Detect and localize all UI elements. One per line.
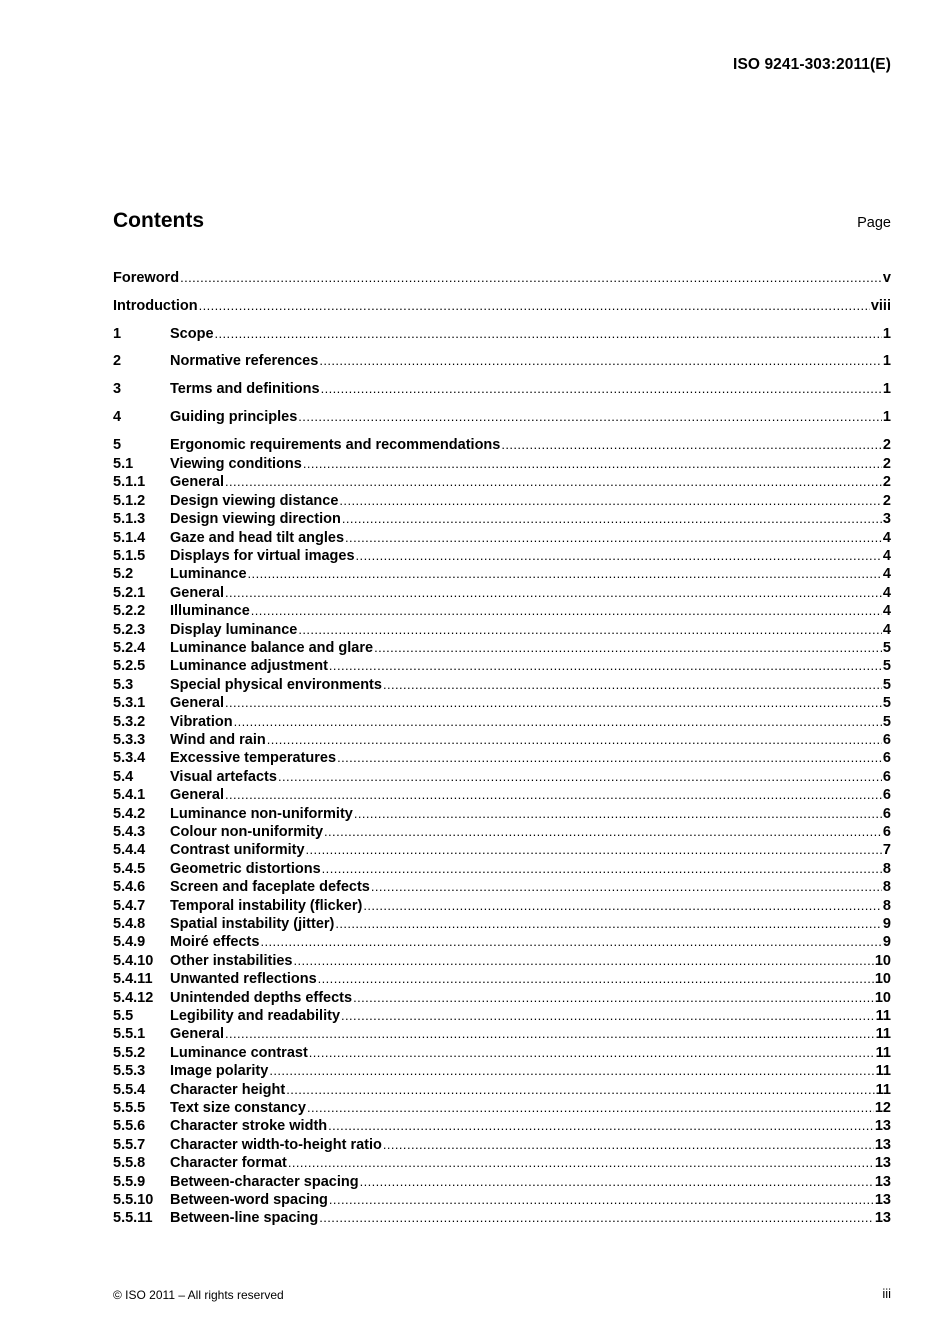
toc-entry[interactable] [113, 915, 891, 933]
toc-entry[interactable] [113, 952, 891, 970]
toc-entry-number: 5.5.6 [113, 1118, 146, 1135]
toc-dot-leader [225, 694, 882, 712]
toc-entry-page: 8 [882, 879, 891, 896]
toc-dot-leader [248, 565, 882, 583]
toc-dot-leader [501, 436, 882, 454]
toc-entry[interactable] [113, 492, 891, 510]
toc-entry-number: 5.4.1 [113, 787, 146, 804]
page-number: iii [882, 1286, 891, 1301]
toc-entry-page: 13 [874, 1192, 891, 1208]
toc-entry-title: Luminance balance and glare [170, 640, 374, 656]
toc-dot-leader [329, 1191, 874, 1209]
toc-entry-page: 11 [875, 1081, 891, 1098]
toc-entry-number: 5.2.5 [113, 658, 146, 675]
toc-entry-title: General [170, 474, 224, 491]
toc-entry-number: 5.5.10 [113, 1192, 154, 1208]
toc-entry[interactable] [113, 1081, 891, 1099]
toc-dot-leader [180, 269, 882, 287]
toc-entry-number: 5.5.11 [113, 1210, 153, 1227]
toc-entry-number: 5.5.3 [113, 1063, 146, 1080]
toc-entry-number: 1 [113, 326, 122, 342]
toc-entry-number: 5.4.7 [113, 897, 146, 914]
toc-entry-number: 5.1.4 [113, 529, 146, 546]
toc-entry-title: Vibration [170, 713, 233, 730]
toc-dot-leader [335, 915, 882, 933]
toc-entry-page: 6 [882, 824, 891, 840]
toc-entry[interactable] [113, 1209, 891, 1227]
toc-entry-title: Between-line spacing [170, 1210, 319, 1227]
toc-entry-title: Character width-to-height ratio [170, 1136, 382, 1153]
toc-dot-leader [319, 352, 882, 370]
toc-dot-leader [225, 473, 882, 491]
toc-dot-leader [298, 621, 882, 639]
toc-entry-page: 3 [882, 511, 891, 528]
toc-entry[interactable] [113, 1191, 891, 1209]
toc-entry[interactable] [113, 676, 891, 694]
toc-dot-leader [288, 1154, 874, 1172]
toc-entry-number: 5.2.4 [113, 640, 146, 656]
toc-dot-leader [278, 768, 882, 786]
toc-entry-number: 5.5.2 [113, 1044, 146, 1061]
toc-dot-leader [260, 933, 881, 951]
toc-entry-number: 5.3.4 [113, 750, 146, 767]
toc-entry-page: 5 [882, 658, 891, 675]
toc-dot-leader [371, 878, 882, 896]
toc-entry-title: Special physical environments [170, 676, 382, 693]
toc-entry-title: Ergonomic requirements and recommendations [170, 437, 501, 453]
toc-entry[interactable] [113, 584, 891, 602]
toc-entry-title: Colour non-uniformity [170, 824, 324, 840]
toc-entry-number: 5.1.3 [113, 511, 146, 528]
toc-entry-title: Temporal instability (flicker) [170, 897, 363, 914]
toc-entry-page: 13 [874, 1136, 891, 1153]
toc-entry-number: 5.5 [113, 1008, 134, 1024]
toc-entry[interactable] [113, 621, 891, 639]
toc-entry-title: Legibility and readability [170, 1008, 341, 1024]
copyright-notice: © ISO 2011 – All rights reserved [113, 1288, 284, 1302]
toc-entry[interactable] [113, 1154, 891, 1172]
toc-entry-title: Luminance non-uniformity [170, 805, 353, 822]
toc-entry[interactable] [113, 970, 891, 988]
toc-dot-leader [322, 860, 882, 878]
toc-entry-title: Displays for virtual images [170, 548, 355, 564]
toc-entry[interactable] [113, 657, 891, 675]
toc-entry-page: 7 [882, 842, 891, 859]
toc-entry-title: Spatial instability (jitter) [170, 916, 335, 932]
toc-dot-leader [321, 380, 882, 398]
toc-entry[interactable] [113, 455, 891, 473]
toc-entry[interactable] [113, 1007, 891, 1025]
toc-entry-page: 2 [882, 492, 891, 509]
toc-dot-leader [225, 786, 882, 804]
toc-dot-leader [306, 841, 882, 859]
toc-entry-number: 5.1.2 [113, 492, 146, 509]
toc-entry-page: 4 [882, 584, 891, 601]
toc-entry-title: Moiré effects [170, 934, 260, 951]
toc-entry-number: 5.3 [113, 676, 134, 693]
toc-entry-page: 5 [882, 676, 891, 693]
toc-entry[interactable] [113, 269, 891, 287]
toc-entry[interactable] [113, 878, 891, 896]
toc-entry-title: Between-character spacing [170, 1173, 359, 1190]
toc-entry-page: 4 [882, 621, 891, 638]
toc-entry-page: 11 [875, 1044, 891, 1061]
toc-entry-number: 2 [113, 353, 122, 369]
toc-entry-title: Luminance [170, 566, 247, 583]
toc-entry-page: 6 [882, 750, 891, 767]
toc-dot-leader [293, 952, 873, 970]
toc-entry-title: Contrast uniformity [170, 842, 305, 859]
toc-entry-number: 5.2.3 [113, 621, 146, 638]
toc-entry-page: 5 [882, 713, 891, 730]
toc-entry[interactable] [113, 989, 891, 1007]
toc-dot-leader [374, 639, 882, 657]
toc-entry-number: 5.4.2 [113, 805, 146, 822]
toc-entry[interactable] [113, 805, 891, 823]
toc-dot-leader [318, 970, 874, 988]
toc-entry-page: 1 [882, 326, 891, 342]
toc-dot-leader [225, 584, 882, 602]
toc-entry-title: Character height [170, 1081, 286, 1098]
toc-entry-number: 3 [113, 381, 122, 397]
toc-dot-leader [383, 1136, 874, 1154]
toc-entry-page: 13 [874, 1173, 891, 1190]
toc-entry-number: 5.4.4 [113, 842, 146, 859]
toc-entry-page: 4 [882, 529, 891, 546]
toc-entry[interactable] [113, 297, 891, 315]
toc-entry-page: 1 [882, 409, 891, 425]
toc-entry-title: Luminance adjustment [170, 658, 328, 675]
toc-entry-page: 4 [882, 603, 891, 620]
toc-entry[interactable] [113, 713, 891, 731]
toc-entry[interactable] [113, 1099, 891, 1117]
toc-entry-page: 10 [874, 952, 891, 969]
toc-entry[interactable] [113, 933, 891, 951]
toc-entry-number: 5.5.8 [113, 1155, 146, 1172]
toc-entry-title: General [170, 695, 224, 712]
toc-entry[interactable] [113, 565, 891, 583]
toc-dot-leader [329, 657, 882, 675]
toc-entry-title: Excessive temperatures [170, 750, 337, 767]
toc-entry-page: 6 [882, 805, 891, 822]
toc-entry-title: Unwanted reflections [170, 971, 317, 988]
toc-entry-title: General [170, 1026, 224, 1043]
toc-dot-leader [324, 823, 882, 841]
toc-dot-leader [345, 529, 882, 547]
toc-entry-number: 5.3.2 [113, 713, 146, 730]
toc-entry[interactable] [113, 1117, 891, 1135]
toc-entry-title: Foreword [113, 270, 180, 286]
toc-entry-number: 5.5.9 [113, 1173, 146, 1190]
toc-entry-number: 5.3.3 [113, 732, 146, 748]
toc-entry-number: 5.2.2 [113, 603, 146, 620]
toc-entry[interactable] [113, 408, 891, 426]
toc-entry-title: Introduction [113, 298, 198, 314]
toc-entry-page: 6 [882, 787, 891, 804]
toc-entry-number: 5.4.9 [113, 934, 146, 951]
toc-entry-page: 5 [882, 695, 891, 712]
toc-entry[interactable] [113, 768, 891, 786]
toc-entry-page: 12 [874, 1100, 891, 1116]
toc-dot-leader [383, 676, 882, 694]
toc-entry[interactable] [113, 1044, 891, 1062]
toc-dot-leader [215, 325, 882, 343]
toc-dot-leader [360, 1173, 874, 1191]
toc-entry-number: 5.4.11 [113, 971, 153, 988]
toc-entry-page: 11 [875, 1008, 891, 1024]
toc-entry-page: 9 [882, 916, 891, 932]
toc-entry-page: 8 [882, 860, 891, 877]
toc-entry[interactable] [113, 639, 891, 657]
toc-entry-page: 1 [882, 353, 891, 369]
toc-entry[interactable] [113, 436, 891, 454]
toc-dot-leader [286, 1081, 874, 1099]
toc-dot-leader [269, 1062, 874, 1080]
toc-entry-title: Design viewing distance [170, 492, 339, 509]
toc-entry-title: Character format [170, 1155, 287, 1172]
toc-entry-page: 13 [874, 1118, 891, 1135]
toc-entry-number: 5.1.5 [113, 548, 146, 564]
toc-entry-title: General [170, 584, 224, 601]
toc-entry-number: 4 [113, 409, 122, 425]
toc-entry-page: 2 [882, 456, 891, 472]
toc-entry-page: 11 [875, 1026, 891, 1043]
toc-entry-title: Geometric distortions [170, 860, 321, 877]
toc-entry[interactable] [113, 473, 891, 491]
toc-dot-leader [319, 1209, 874, 1227]
toc-entry-title: Wind and rain [170, 732, 266, 748]
toc-entry-title: Normative references [170, 353, 319, 369]
toc-entry-page: 10 [874, 971, 891, 988]
toc-entry-title: Between-word spacing [170, 1192, 328, 1208]
toc-entry-number: 5.3.1 [113, 695, 146, 712]
toc-entry-page: 4 [882, 566, 891, 583]
toc-entry-page: 5 [882, 640, 891, 656]
toc-entry[interactable] [113, 897, 891, 915]
toc-entry[interactable] [113, 602, 891, 620]
document-id: ISO 9241-303:2011(E) [733, 56, 891, 73]
toc-entry-title: Image polarity [170, 1063, 269, 1080]
toc-entry[interactable] [113, 786, 891, 804]
toc-entry[interactable] [113, 325, 891, 343]
toc-entry-title: Scope [170, 326, 214, 342]
toc-dot-leader [363, 897, 882, 915]
toc-entry-title: Display luminance [170, 621, 298, 638]
toc-dot-leader [267, 731, 882, 749]
toc-entry-number: 5.5.7 [113, 1136, 146, 1153]
toc-entry[interactable] [113, 510, 891, 528]
toc-dot-leader [199, 297, 870, 315]
toc-entry-page: 2 [882, 474, 891, 491]
toc-dot-leader [341, 1007, 875, 1025]
toc-entry[interactable] [113, 1173, 891, 1191]
toc-entry-title: Text size constancy [170, 1100, 306, 1116]
toc-entry-number: 5.4.5 [113, 860, 146, 877]
toc-entry-number: 5.4.3 [113, 824, 146, 840]
toc-entry-page: 6 [882, 732, 891, 748]
toc-dot-leader [251, 602, 882, 620]
toc-dot-leader [309, 1044, 875, 1062]
toc-entry-page: 13 [874, 1155, 891, 1172]
toc-entry-number: 5 [113, 437, 122, 453]
toc-dot-leader [353, 989, 874, 1007]
toc-entry[interactable] [113, 547, 891, 565]
toc-entry-number: 5.4.12 [113, 989, 154, 1006]
toc-entry[interactable] [113, 731, 891, 749]
page-title: Contents [113, 209, 204, 232]
toc-entry-title: Design viewing direction [170, 511, 341, 528]
toc-entry-number: 5.1.1 [113, 474, 146, 491]
toc-entry-number: 5.4.6 [113, 879, 146, 896]
toc-entry[interactable] [113, 352, 891, 370]
toc-entry-title: Illuminance [170, 603, 250, 620]
toc-entry-title: Visual artefacts [170, 768, 277, 785]
toc-entry-page: viii [870, 298, 891, 314]
toc-entry-page: 1 [882, 381, 891, 397]
toc-dot-leader [307, 1099, 874, 1117]
toc-entry-page: 8 [882, 897, 891, 914]
toc-entry-title: Character stroke width [170, 1118, 328, 1135]
toc-entry-number: 5.5.4 [113, 1081, 146, 1098]
toc-entry-number: 5.4.10 [113, 952, 154, 969]
toc-entry-page: 11 [875, 1063, 891, 1080]
toc-entry[interactable] [113, 1062, 891, 1080]
toc-entry[interactable] [113, 841, 891, 859]
toc-entry[interactable] [113, 749, 891, 767]
toc-dot-leader [342, 510, 882, 528]
toc-entry[interactable] [113, 694, 891, 712]
toc-entry-page: 9 [882, 934, 891, 951]
toc-entry-title: Unintended depths effects [170, 989, 353, 1006]
toc-dot-leader [356, 547, 882, 565]
toc-entry-page: 6 [882, 768, 891, 785]
toc-entry-title: Other instabilities [170, 952, 293, 969]
toc-entry-number: 5.5.5 [113, 1100, 146, 1116]
toc-entry-title: Viewing conditions [170, 456, 302, 472]
toc-entry-number: 5.2 [113, 566, 134, 583]
toc-entry[interactable] [113, 823, 891, 841]
toc-dot-leader [339, 492, 882, 510]
toc-entry-title: Terms and definitions [170, 381, 320, 397]
toc-entry-page: 10 [874, 989, 891, 1006]
toc-entry[interactable] [113, 860, 891, 878]
toc-entry-page: 13 [874, 1210, 891, 1227]
toc-entry[interactable] [113, 380, 891, 398]
toc-dot-leader [303, 455, 882, 473]
toc-entry-number: 5.1 [113, 456, 134, 472]
toc-entry[interactable] [113, 529, 891, 547]
toc-entry-title: General [170, 787, 224, 804]
toc-entry-page: 4 [882, 548, 891, 564]
toc-entry[interactable] [113, 1025, 891, 1043]
toc-entry-page: 2 [882, 437, 891, 453]
toc-entry-number: 5.4.8 [113, 916, 146, 932]
toc-dot-leader [298, 408, 882, 426]
toc-entry[interactable] [113, 1136, 891, 1154]
toc-entry-title: Guiding principles [170, 409, 298, 425]
toc-dot-leader [225, 1025, 875, 1043]
toc-dot-leader [234, 713, 882, 731]
toc-entry-title: Screen and faceplate defects [170, 879, 370, 896]
toc-entry-title: Luminance contrast [170, 1044, 308, 1061]
page-column-label: Page [857, 215, 891, 231]
toc-dot-leader [337, 749, 882, 767]
toc-entry-number: 5.4 [113, 768, 134, 785]
toc-entry-title: Gaze and head tilt angles [170, 529, 345, 546]
toc-entry-number: 5.2.1 [113, 584, 146, 601]
toc-dot-leader [354, 805, 882, 823]
toc-dot-leader [328, 1117, 874, 1135]
toc-entry-page: v [882, 270, 891, 286]
toc-entry-number: 5.5.1 [113, 1026, 146, 1043]
